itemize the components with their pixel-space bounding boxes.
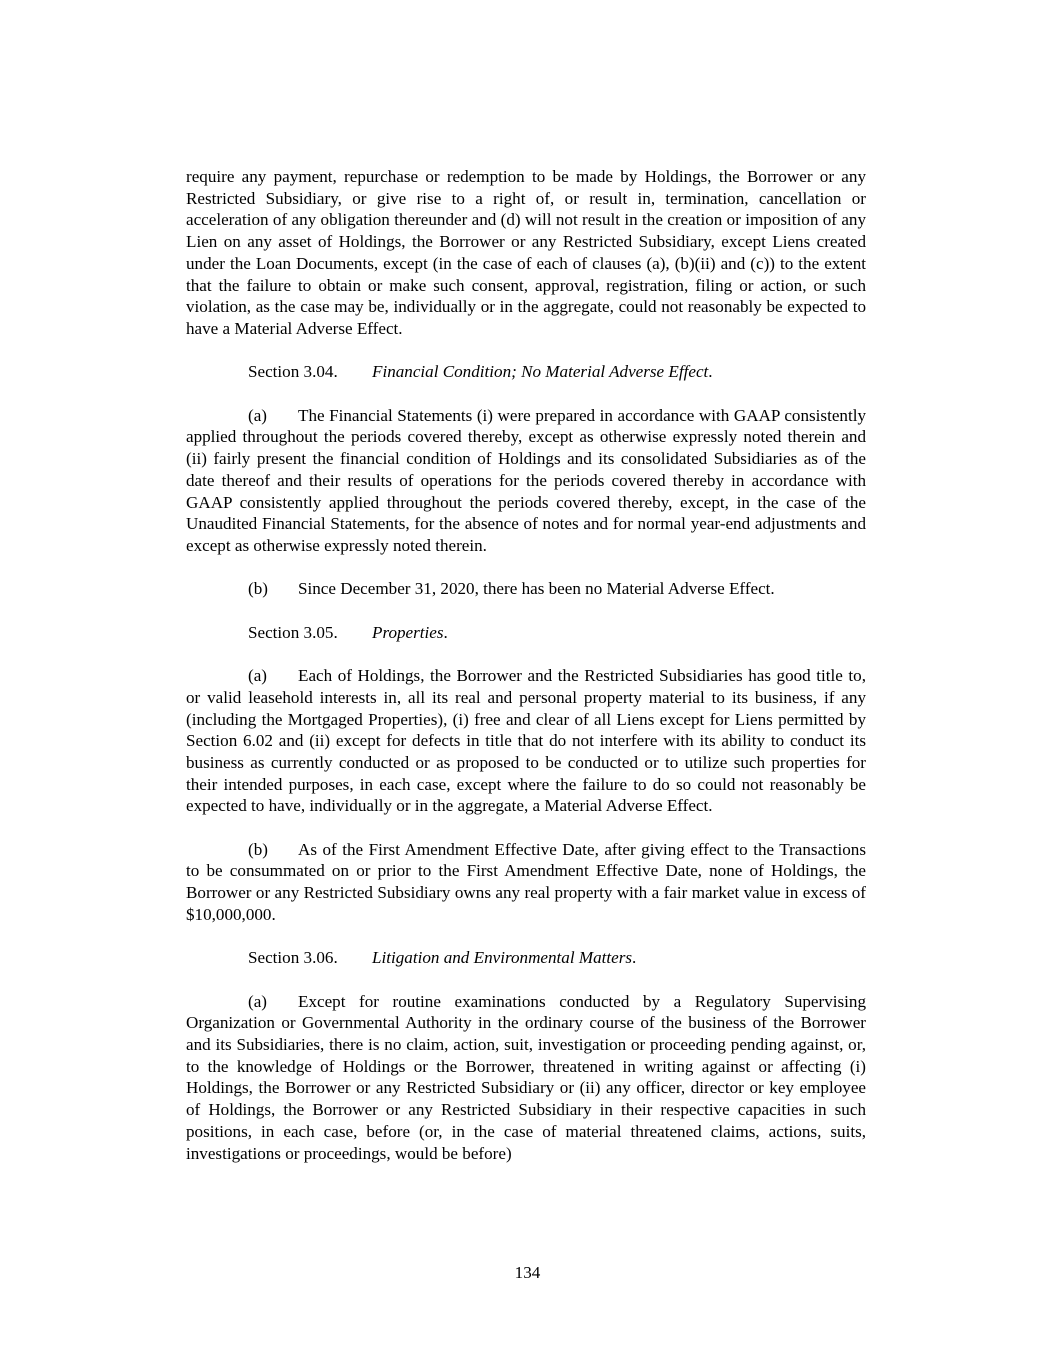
section-title: Litigation and Environmental Matters [372,948,633,968]
paragraph-label: (a) [248,666,267,686]
section-heading-3-04 [186,361,866,383]
paragraph-3-04-a [186,405,866,557]
paragraph-3-04-b [186,578,866,600]
document-page [186,166,866,1186]
paragraph-3-06-a [186,991,866,1165]
paragraph-text: The Financial Statements (i) were prepared in accordance with GAAP consistently applied throughout the periods covered thereby, except as otherwise expressly noted therein and (ii) fairly present the financial condition of Holdings and its consolidated Subsidiaries as of the date thereof and their results of operations for the periods covered thereby in accordance with GAAP consistently applied throughout the periods covered thereby, except, in the case of the Unaudited Financial Statements, for the absence of notes and for normal year-end adjustments and except as otherwise expressly noted therein. [186,405,866,555]
title-period: . [443,622,448,642]
section-heading-3-05 [186,622,866,644]
title-period: . [632,948,637,968]
section-number: Section 3.05. [248,622,338,642]
continuation-paragraph: require any payment, repurchase or redemption to be made by Holdings, the Borrower or any Restricted Subsidiary, or give rise to a right of, or result in, termination, cancellation or acceleration of any obligation thereunder and (d) will not result in the creation or imposition of any Lien on any asset of Holdings, the Borrower or any Restricted Subsidiary, except Liens created under the Loan Documents, except (in the case of each of clauses (a), (b)(ii) and (c)) to the extent that the failure to obtain or make such consent, approval, registration, filing or action, or such violation, as the case may be, individually or in the aggregate, could not reasonably be expected to have a Material Adverse Effect. [186,167,866,338]
section-title: Properties [372,622,444,642]
section-title: Financial Condition; No Material Adverse Effect [372,362,709,382]
paragraph-3-05-a [186,665,866,817]
page-number: 134 [514,1263,541,1282]
paragraph-label: (a) [248,991,267,1011]
paragraph-3-05-b [186,839,866,926]
paragraph-text: Since December 31, 2020, there has been no Material Adverse Effect. [298,579,775,599]
title-period: . [708,362,713,382]
paragraph-label: (a) [248,405,267,425]
paragraph-text: Except for routine examinations conducted by a Regulatory Supervising Organization or Governmental Authority in the ordinary course of the business of the Borrower and its Subsidiaries, there is no claim, action, suit, investigation or proceeding pending against, or, to the knowledge of Holdings or the Borrower, threatened in writing against or affecting (i) Holdings, the Borrower or any Restricted Subsidiary or (ii) any officer, director or key employee of Holdings, the Borrower or any Restricted Subsidiary in their respective capacities in such positions, in each case, before (or, in the case of material threatened claims, actions, suits, investigations or proceedings, would be before) [186,991,866,1163]
paragraph-text: As of the First Amendment Effective Date, after giving effect to the Transactions to be consummated on or prior to the First Amendment Effective Date, none of Holdings, the Borrower or any Restricted Subsidiary owns any real property with a fair market value in excess of $10,000,000. [186,839,866,924]
paragraph-label: (b) [248,839,268,859]
paragraph-label: (b) [248,579,268,599]
section-number: Section 3.04. [248,362,338,382]
section-number: Section 3.06. [248,948,338,968]
section-heading-3-06 [186,947,866,969]
paragraph-text: Each of Holdings, the Borrower and the Restricted Subsidiaries has good title to, or valid leasehold interests in, all its real and personal property material to its business, if any (including the Mortgaged Properties), (i) free and clear of all Liens except for Liens permitted by Section 6.02 and (ii) except for defects in title that do not interfere with its ability to conduct its business as currently conducted or as proposed to be conducted or to utilize such properties for their intended purposes, in each case, except where the failure to do so could not reasonably be expected to have, individually or in the aggregate, a Material Adverse Effect. [186,666,866,816]
